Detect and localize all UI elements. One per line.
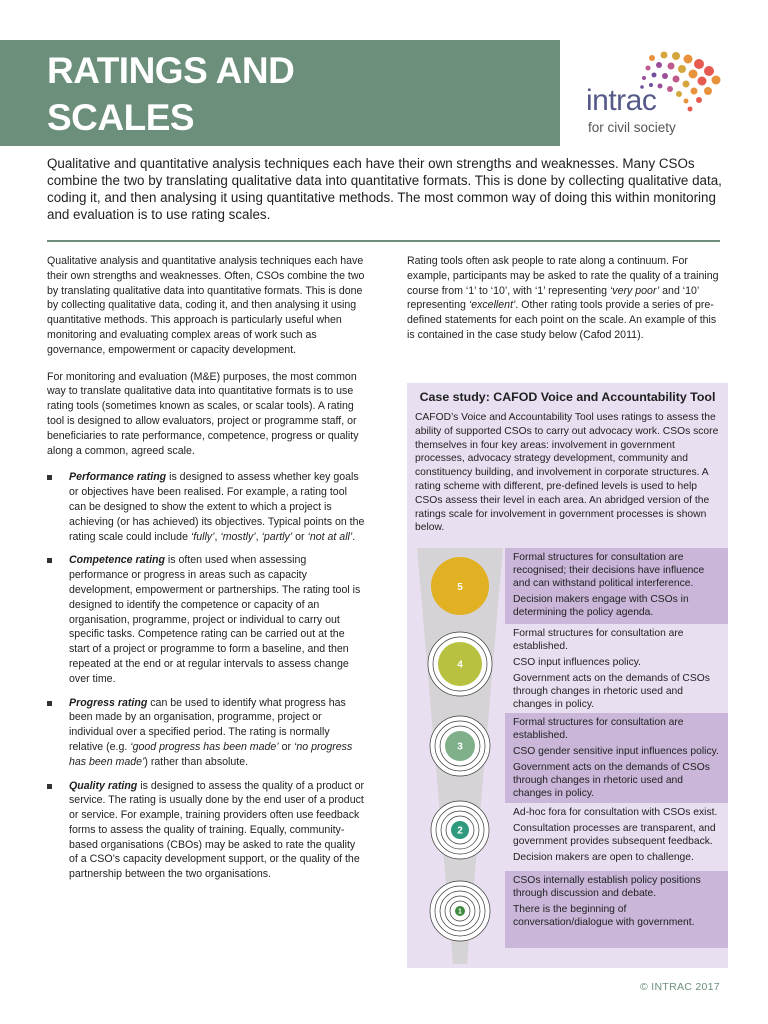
statement: Decision makers engage with CSOs in determining the policy agenda. xyxy=(513,594,689,618)
logo-dot xyxy=(646,66,651,71)
statement: Formal structures for consultation are established. xyxy=(513,628,684,652)
statement: There is the beginning of conversation/dialogue with government. xyxy=(513,904,695,928)
logo-dot xyxy=(698,77,707,86)
bullet-square-icon xyxy=(47,784,52,789)
statement: CSO gender sensitive input influences policy. xyxy=(513,746,719,757)
item-text: is designed to assess the quality of a product or service. The rating is usually done by the end user of a product or service. For example, training providers often use feedback forms to assess the quality of training. Equally, community-based organisations (CBOs) may be asked to rate the quality of a CSO’s capacity development support, or the quality of the partnership between the two organisations. xyxy=(69,779,365,881)
paragraph: For monitoring and evaluation (M&E) purposes, the most common way to translate qualitative data into quantitative formats is to use rating tools (sometimes known as scales, or scalar tools). A rating tool is designed to allow evaluators, project or programme staff, or beneficiaries to rate performance, competence, progress or quality along a common, agreed scale. xyxy=(47,370,359,457)
logo-dot xyxy=(668,63,675,70)
term: Progress rating xyxy=(69,696,148,709)
text: and ‘10’ representing xyxy=(407,284,699,312)
logo-dot xyxy=(673,76,680,83)
rating-scale-illustration xyxy=(415,548,505,964)
paragraph: Qualitative analysis and quantitative analysis techniques each have their own strengths and weaknesses. Often, CSOs combine the two by translating qualitative data into quantitative formats. This is done by collecting qualitative data, coding it, and then analysing it using quantitative methods. This approach is particularly useful when monitoring and evaluating complex areas of work such as governance, empowerment or capacity development. xyxy=(47,255,365,356)
statement: Formal structures for consultation are recognised; their decisions have influence and can withstand political interference. xyxy=(513,552,705,589)
logo-dot xyxy=(672,52,680,60)
separator: , xyxy=(214,530,221,543)
scale-level-number: 1 xyxy=(458,908,462,916)
emphasis: ‘fully’ xyxy=(190,530,215,543)
scale-level-1 xyxy=(505,871,728,948)
item-text: is often used when assessing performance or progress in areas such as capacity development, empowerment or partnerships. The rating tool is designed to identify the competence or capacity of an organisation, programme, project or individual to carry out specific tasks. Competence rating can be carried out at the start of a project or programme to form a baseline, and then repeated at the end or at regular intervals to assess change over time. xyxy=(69,554,361,685)
left-column xyxy=(47,254,365,891)
logo-dot xyxy=(649,55,655,61)
list-item-competence xyxy=(47,553,365,686)
statement: Consultation processes are transparent, and government provides subsequent feedback. xyxy=(513,823,716,847)
divider xyxy=(47,240,720,242)
case-study-title: Case study: CAFOD Voice and Accountability Tool xyxy=(419,390,716,404)
logo-dot xyxy=(712,76,721,85)
logo-dot xyxy=(683,81,690,88)
logo-dot xyxy=(661,52,668,59)
item-end: . xyxy=(352,530,356,543)
item-text: can be used to identify what progress has been made by an organisation, programme, project or individual over a specified period. The rating is normally relative (e.g. xyxy=(69,696,346,753)
text: . Other rating tools provide a series of pre-defined statements for each point on the scale. An example of this is contained in the case study below (Cafod 2011). xyxy=(407,299,717,341)
statement: Government acts on the demands of CSOs through changes in rhetoric used and changes in policy. xyxy=(513,673,710,710)
logo-dot xyxy=(689,70,698,79)
emphasis: ‘mostly’ xyxy=(220,530,256,543)
copyright: © INTRAC 2017 xyxy=(640,981,720,993)
separator: , xyxy=(255,530,262,543)
scale-level-2 xyxy=(505,803,728,871)
scale-level-number: 3 xyxy=(457,741,463,753)
title-line-2: SCALES xyxy=(47,97,195,138)
statement: CSOs internally establish policy positions through discussion and debate. xyxy=(513,875,701,899)
emphasis: ‘no progress has been made’ xyxy=(69,740,353,768)
emphasis: ‘not at all’ xyxy=(307,530,353,543)
logo-dot xyxy=(688,107,693,112)
bullet-square-icon xyxy=(47,701,52,706)
statement: Ad-hoc fora for consultation with CSOs exist. xyxy=(513,807,718,818)
text: Rating tools often ask people to rate along a continuum. For example, participants may be asked to rate the quality of a training course from ‘1’ to ‘10’, with ‘1’ representing xyxy=(407,255,719,297)
emphasis: ‘partly’ xyxy=(261,530,293,543)
rating-types-list xyxy=(47,470,365,882)
case-study-body: CAFOD’s Voice and Accountability Tool uses ratings to assess the ability of supported CSOs to carry out advocacy work. CSOs score themselves in four key areas: involvement in government processes, advocacy strategy development, community and constituency building, and involvement in corporate structures. A rating scheme with different, pre-defined levels is used to help CSOs assess their level in each area. An abridged version of the ratings scale for involvement in government processes is shown below. xyxy=(415,412,719,534)
scale-level-number: 2 xyxy=(457,825,463,837)
logo-word: intrac xyxy=(586,84,657,117)
emphasis: ‘very poor’ xyxy=(609,284,660,297)
logo-dot xyxy=(676,91,682,97)
logo-dot xyxy=(684,99,689,104)
bullet-square-icon xyxy=(47,558,52,563)
right-column-paragraph xyxy=(407,254,725,343)
logo-dot xyxy=(704,66,714,76)
intro-paragraph: Qualitative and quantitative analysis techniques each have their own strengths and weaknesses. Many CSOs combine the two by translating qualitative data into quantitative formats. This is done by collecting qualitative data, coding it, and then analysing it using quantitative methods. The most common way of doing this within monitoring and evaluation is to use rating scales. xyxy=(47,156,722,222)
scale-level-number: 4 xyxy=(457,659,463,671)
logo-dot xyxy=(684,55,693,64)
list-item-performance xyxy=(47,470,365,544)
scale-level-number: 5 xyxy=(457,582,463,593)
term: Performance rating xyxy=(69,471,167,484)
item-text: is designed to assess whether key goals or objectives have been realised. For example, a rating tool can be designed to show the extent to which a project is achieving (or has achieved) its objectives. Typical points on the rating scale could include xyxy=(69,471,365,543)
logo-tagline: for civil society xyxy=(588,120,676,135)
logo-dot xyxy=(642,76,646,80)
logo-dot xyxy=(678,65,686,73)
separator: or xyxy=(292,530,308,543)
logo-dot xyxy=(696,97,702,103)
page-title xyxy=(47,47,294,141)
separator: or xyxy=(278,740,294,753)
list-item-quality xyxy=(47,779,365,883)
title-line-1: RATINGS AND xyxy=(47,50,295,91)
list-item-progress xyxy=(47,696,365,770)
logo-dot xyxy=(691,88,698,95)
scale-level-4 xyxy=(505,624,728,713)
emphasis: ‘excellent’ xyxy=(468,299,516,312)
logo-dot xyxy=(656,62,662,68)
statement: Decision makers are open to challenge. xyxy=(513,852,694,863)
logo-dot xyxy=(704,87,712,95)
logo-dot xyxy=(667,86,673,92)
bullet-square-icon xyxy=(47,475,52,480)
statement: CSO input influences policy. xyxy=(513,657,642,668)
logo-dot xyxy=(662,73,668,79)
term: Quality rating xyxy=(69,779,138,792)
term: Competence rating xyxy=(69,554,165,567)
item-end: ) rather than absolute. xyxy=(144,755,249,768)
logo-dot xyxy=(652,73,657,78)
logo-dot xyxy=(694,59,704,69)
logo-dot xyxy=(658,84,663,89)
emphasis: ‘good progress has been made’ xyxy=(130,740,279,753)
scale-level-5 xyxy=(505,548,728,624)
statement: Formal structures for consultation are established. xyxy=(513,717,684,741)
statement: Government acts on the demands of CSOs through changes in rhetoric used and changes in policy. xyxy=(513,762,710,799)
scale-level-3 xyxy=(505,713,728,803)
